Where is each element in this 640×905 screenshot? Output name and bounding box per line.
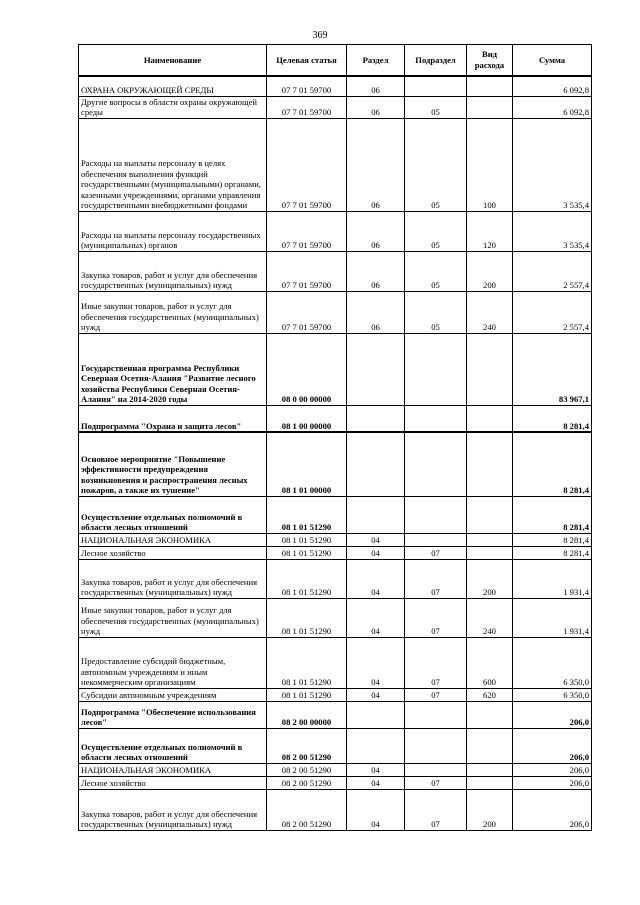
cell-subsection: 05 [405,211,467,251]
cell-name: Субсидии автономным учреждениям [79,688,267,701]
cell-type [467,763,513,776]
table-row [79,405,592,432]
cell-section: 06 [347,76,405,96]
cell-sum: 8 281,4 [513,533,592,546]
cell-subsection: 07 [405,598,467,637]
cell-type: 200 [467,251,513,291]
cell-name: Закупка товаров, работ и услуг для обеспечения государственных (муниципальных) нужд [79,789,267,830]
cell-sum: 2 557,4 [513,291,592,333]
cell-type: 240 [467,598,513,637]
cell-section: 04 [347,688,405,701]
table-row [79,546,592,559]
cell-section: 04 [347,789,405,830]
cell-code: 07 7 01 59700 [267,291,347,333]
cell-section: 06 [347,118,405,211]
cell-code: 08 1 01 51290 [267,688,347,701]
table-row [79,559,592,598]
cell-code: 08 1 01 51290 [267,559,347,598]
cell-code: 08 1 01 51290 [267,598,347,637]
table-row [79,598,592,637]
table-row [79,76,592,96]
cell-subsection [405,76,467,96]
table-row [79,701,592,728]
cell-section: 04 [347,776,405,789]
cell-type [467,333,513,405]
cell-name: Расходы на выплаты персоналу в целях обеспечения выполнения функций государственными (муниципальными) органами, казенными учреждениями, органами управления государственными внебюджетными фондами [79,118,267,211]
cell-name: Закупка товаров, работ и услуг для обеспечения государственных (муниципальных) нужд [79,251,267,291]
cell-subsection [405,533,467,546]
cell-type: 600 [467,637,513,688]
table-row [79,789,592,830]
cell-sum: 83 967,1 [513,333,592,405]
cell-type [467,96,513,118]
cell-sum: 8 281,4 [513,405,592,432]
cell-name: Лесное хозяйство [79,776,267,789]
table-row [79,728,592,763]
cell-name: Расходы на выплаты персоналу государственных (муниципальных) органов [79,211,267,251]
cell-section: 04 [347,763,405,776]
cell-name: Иные закупки товаров, работ и услуг для обеспечения государственных (муниципальных) нужд [79,598,267,637]
cell-section [347,496,405,533]
table-row [79,251,592,291]
page-number: 369 [312,30,328,41]
cell-subsection: 07 [405,776,467,789]
cell-code: 07 7 01 59700 [267,76,347,96]
cell-subsection: 05 [405,251,467,291]
table-row [79,211,592,251]
cell-type: 240 [467,291,513,333]
cell-sum: 206,0 [513,776,592,789]
cell-code: 08 1 01 00000 [267,432,347,496]
cell-subsection: 05 [405,118,467,211]
cell-code: 08 2 00 51290 [267,763,347,776]
cell-name: Подпрограмма "Охрана и защита лесов" [79,405,267,432]
table-row [79,333,592,405]
cell-code: 07 7 01 59700 [267,96,347,118]
cell-sum: 8 281,4 [513,546,592,559]
table-header-row [79,45,592,77]
cell-type [467,76,513,96]
cell-type: 120 [467,211,513,251]
table-row [79,776,592,789]
cell-subsection [405,728,467,763]
table-row [79,432,592,496]
cell-sum: 1 931,4 [513,598,592,637]
cell-name: Лесное хозяйство [79,546,267,559]
cell-section: 06 [347,96,405,118]
cell-type [467,405,513,432]
cell-type [467,701,513,728]
cell-subsection [405,405,467,432]
cell-sum: 1 931,4 [513,559,592,598]
col-header-type: Вид расхода [467,45,513,77]
cell-section: 06 [347,211,405,251]
table-row [79,763,592,776]
cell-subsection: 07 [405,688,467,701]
cell-name: Иные закупки товаров, работ и услуг для обеспечения государственных (муниципальных) нужд [79,291,267,333]
table-row [79,688,592,701]
cell-type [467,776,513,789]
cell-type [467,728,513,763]
cell-code: 07 7 01 59700 [267,251,347,291]
col-header-name: Наименование [79,45,267,77]
cell-name: НАЦИОНАЛЬНАЯ ЭКОНОМИКА [79,533,267,546]
cell-type [467,533,513,546]
cell-subsection: 07 [405,546,467,559]
cell-code: 08 1 01 51290 [267,496,347,533]
cell-type [467,496,513,533]
cell-name: НАЦИОНАЛЬНАЯ ЭКОНОМИКА [79,763,267,776]
cell-section: 06 [347,291,405,333]
cell-code: 08 2 00 00000 [267,701,347,728]
cell-subsection: 07 [405,559,467,598]
table-row [79,118,592,211]
cell-sum: 6 350,0 [513,637,592,688]
cell-subsection: 05 [405,96,467,118]
cell-section: 04 [347,533,405,546]
cell-code: 08 1 01 51290 [267,533,347,546]
cell-sum: 6 350,0 [513,688,592,701]
cell-subsection: 07 [405,789,467,830]
cell-name: Государственная программа Республики Северная Осетия-Алания "Развитие лесного хозяйства Республики Северная Осетия-Алания" на 2014-2020 годы [79,333,267,405]
cell-sum: 206,0 [513,789,592,830]
cell-code: 08 0 00 00000 [267,333,347,405]
cell-name: Осуществление отдельных полномочий в области лесных отношений [79,496,267,533]
table-row [79,96,592,118]
cell-subsection [405,763,467,776]
cell-code: 08 1 01 51290 [267,546,347,559]
cell-section [347,701,405,728]
cell-name: Предоставление субсидий бюджетным, автономным учреждениям и иным некоммерческим организациям [79,637,267,688]
cell-type: 100 [467,118,513,211]
cell-subsection [405,496,467,533]
cell-name: Закупка товаров, работ и услуг для обеспечения государственных (муниципальных) нужд [79,559,267,598]
cell-code: 08 2 00 51290 [267,728,347,763]
table-row [79,637,592,688]
cell-subsection: 07 [405,637,467,688]
cell-code: 08 2 00 51290 [267,776,347,789]
cell-sum: 3 535,4 [513,118,592,211]
cell-code: 08 2 00 51290 [267,789,347,830]
cell-type [467,432,513,496]
cell-sum: 8 281,4 [513,496,592,533]
cell-name: Другие вопросы в области охраны окружающей среды [79,96,267,118]
cell-name: ОХРАНА ОКРУЖАЮЩЕЙ СРЕДЫ [79,76,267,96]
cell-code: 08 1 01 51290 [267,637,347,688]
cell-section: 04 [347,598,405,637]
cell-code: 07 7 01 59700 [267,211,347,251]
cell-subsection: 05 [405,291,467,333]
cell-subsection [405,701,467,728]
cell-type: 200 [467,789,513,830]
cell-sum: 206,0 [513,763,592,776]
cell-section [347,432,405,496]
budget-table [78,44,592,831]
cell-section: 06 [347,251,405,291]
cell-type: 620 [467,688,513,701]
table-row [79,291,592,333]
cell-name: Основное мероприятие "Повышение эффективности предупреждения возникновения и распространения лесных пожаров, а также их тушение" [79,432,267,496]
cell-sum: 3 535,4 [513,211,592,251]
cell-section [347,333,405,405]
col-header-sum: Сумма [513,45,592,77]
cell-section [347,405,405,432]
col-header-section: Раздел [347,45,405,77]
cell-type: 200 [467,559,513,598]
cell-type [467,546,513,559]
cell-code: 07 7 01 59700 [267,118,347,211]
cell-sum: 2 557,4 [513,251,592,291]
cell-code: 08 1 00 00000 [267,405,347,432]
cell-sum: 206,0 [513,728,592,763]
cell-name: Подпрограмма "Обеспечение использования лесов" [79,701,267,728]
cell-name: Осуществление отдельных полномочий в области лесных отношений [79,728,267,763]
col-header-code: Целевая статья [267,45,347,77]
cell-section: 04 [347,546,405,559]
cell-sum: 6 092,8 [513,76,592,96]
cell-subsection [405,432,467,496]
table-row [79,496,592,533]
col-header-subsection: Подраздел [405,45,467,77]
cell-section: 04 [347,637,405,688]
cell-sum: 8 281,4 [513,432,592,496]
cell-subsection [405,333,467,405]
cell-sum: 6 092,8 [513,96,592,118]
cell-section: 04 [347,559,405,598]
cell-section [347,728,405,763]
cell-sum: 206,0 [513,701,592,728]
table-row [79,533,592,546]
